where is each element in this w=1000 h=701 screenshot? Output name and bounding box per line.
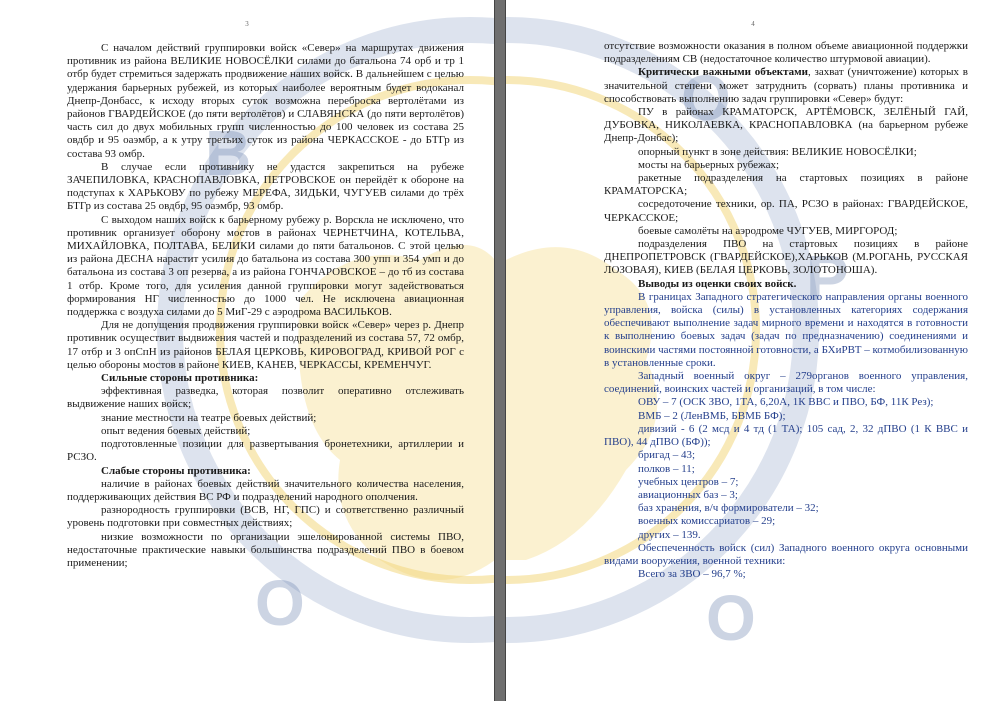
watermark-letter: В bbox=[205, 117, 252, 189]
list-item: подготовленные позиции для развертывания бронетехники, артиллерии и РСЗО. bbox=[67, 438, 464, 464]
section-heading-strengths: Сильные стороны противника: bbox=[101, 372, 259, 385]
list-item: разнородность группировки (ВСВ, НГ, ГПС) и соответственно различный уровень подготовки при совместных действиях; bbox=[67, 504, 464, 530]
list-item: ракетные подразделения на стартовых позициях в районе КРАМАТОРСКА; bbox=[604, 172, 968, 198]
section-heading-weaknesses: Слабые стороны противника: bbox=[101, 464, 251, 477]
page-number: 3 bbox=[245, 20, 249, 28]
list-item: опорный пункт в зоне действия: ВЕЛИКИЕ НОВОСЁЛКИ; bbox=[638, 145, 917, 158]
list-item-blue: других – 139. bbox=[638, 528, 701, 541]
paragraph-blue: В границах Западного стратегического направления органы военного управления, войска (силы) в установленных категориях содержания обеспечивают выполнение задач мирного времени и находятся в готовности к выполнению боевых задач (задач по предназначению) соединениями и воинскими частями постоянной готовности, а БХиРВТ – котмобилизованную в установленные сроки. bbox=[604, 290, 968, 369]
list-item-blue: авиационных баз – 3; bbox=[638, 488, 738, 501]
critical-objects-intro bbox=[604, 66, 968, 106]
list-item: эффективная разведка, которая позволит оперативно отслеживать выдвижение наших войск; bbox=[67, 385, 464, 411]
document-page-right bbox=[505, 0, 1000, 701]
list-item: мосты на барьерных рубежах; bbox=[638, 158, 780, 171]
list-item-blue: дивизий - 6 (2 мсд и 4 тд (1 ТА); 105 сад, 2, 32 дПВО (1 К ВВС и ПВО), 44 дПВО (БФ)); bbox=[604, 422, 968, 449]
watermark-letter: Р bbox=[806, 242, 849, 314]
list-item-blue: учебных центров – 7; bbox=[638, 475, 739, 488]
paragraph: В случае если противнику не удастся закрепиться на рубеже ЗАЧЕПИЛОВКА, КРАСНОПАВЛОВКА, ПЕТРОВСКОЕ он перейдёт к обороне на подступах к ХАРЬКОВУ по рубежу МЕРЕФА, ЗИДЬКИ, ЧУГУЕВ силами до трёх БТГр из состава 25 овдбр, 95 оаэмбр, 93 омбр. bbox=[67, 160, 464, 213]
list-item-blue: ОВУ – 7 (ОСК ЗВО, 1ТА, 6,20А, 1К ВВС и ПВО, БФ, 11К Рез); bbox=[638, 396, 934, 409]
document-page-left bbox=[0, 0, 495, 701]
list-item: подразделения ПВО на стартовых позициях в районе ДНЕПРОПЕТРОВСК (ГВАРДЕЙСКОЕ),ХАРЬКОВ (М.РОГАНЬ, РУССКАЯ ЛОЗОВАЯ), КИЕВ (БЕЛАЯ ЦЕРКОВЬ, ЗОЛОТОНОША). bbox=[604, 238, 968, 277]
critical-objects-text: , захват (уничтожение) которых в значительной степени может затруднить (сорвать) планы противника и способствовать выполнению задач группировки «Север» будут: bbox=[604, 66, 968, 105]
section-heading-conclusions: Выводы из оценки своих войск. bbox=[638, 277, 797, 290]
page-text-right bbox=[604, 40, 968, 581]
list-item-blue: ВМБ – 2 (ЛенВМБ, БВМБ БФ); bbox=[638, 409, 786, 422]
page-number: 4 bbox=[751, 20, 755, 28]
watermark-letter: О bbox=[706, 582, 756, 654]
paragraph-blue: Обеспеченность войск (сил) Западного военного округа основными видами вооружения, военной техники: bbox=[604, 541, 968, 567]
paragraph: С началом действий группировки войск «Север» на маршрутах движения противник из района ВЕЛИКИЕ НОВОСЁЛКИ силами до батальона 74 орб и тр 1 отбр будет стремиться задержать продвижение наших войск. В дальнейшем с целью удержания барьерных рубежей, из которых наиболее вероятным будет водоканал Днепр-Донбасс, к исходу вторых суток возможна переброска вертолётами из районов ГВАРДЕЙСКОЕ (до пяти вертолётов) и СЛАВЯНСКА (до пяти вертолётов) часть сил до двух мобильных групп численностью до 100 человек из состава 25 овдбр и 95 оаэмбр, а к утру третьих суток из района ЧЕРКАССКОЕ - до БТГр из состава 93 омбр. bbox=[67, 42, 464, 160]
list-item: боевые самолёты на аэродроме ЧУГУЕВ, МИРГОРОД; bbox=[638, 224, 898, 237]
watermark-letter: О bbox=[255, 567, 305, 639]
critical-objects-label: Критически важными объектами bbox=[638, 66, 808, 79]
list-item-blue: полков – 11; bbox=[638, 462, 695, 475]
list-item: наличие в районах боевых действий значительного количества населения, поддерживающих действия ВС РФ и подразделений народного ополчения. bbox=[67, 477, 464, 503]
paragraph-blue: Западный военный округ – 279органов военного управления, соединений, воинских частей и организаций, в том числе: bbox=[604, 370, 968, 396]
list-item-blue: военных комиссариатов – 29; bbox=[638, 515, 776, 528]
list-item-blue: бригад – 43; bbox=[638, 449, 696, 462]
list-item: знание местности на театре боевых действий; bbox=[101, 411, 317, 424]
paragraph-continuation: отсутствие возможности оказания в полном объеме авиационной поддержки подразделениям СВ (недостаточное количество штурмовой авиации). bbox=[604, 40, 968, 66]
list-item: сосредоточение техники, ор. ПА, РСЗО в районах: ГВАРДЕЙСКОЕ, ЧЕРКАССКОЕ; bbox=[604, 198, 968, 224]
paragraph: Для не допущения продвижения группировки войск «Север» через р. Днепр противник осуществит выдвижения частей и подразделений из состава 57, 72 омбр, 17 отбр и 3 опСпН из районов БЕЛАЯ ЦЕРКОВЬ, КИРОВОГРАД, КРИВОЙ РОГ с целью обороны мостов в районе КИЕВ, КАНЕВ, ЧЕРКАССЫ, КРЕМЕНЧУГ. bbox=[67, 319, 464, 371]
page-text-left bbox=[67, 42, 464, 570]
watermark-letter: О bbox=[681, 62, 731, 134]
list-item: ПУ в районах КРАМАТОРСК, АРТЁМОВСК, ЗЕЛЁНЫЙ ГАЙ, ДУБОВКА, НИКОЛАЕВКА, КРАСНОПАВЛОВКА (на барьерном рубеже Днепр-Донбас); bbox=[604, 106, 968, 145]
list-item: низкие возможности по организации эшелонированной системы ПВО, недостаточные практические навыки большинства подразделений ПВО в боевом применении; bbox=[67, 530, 464, 569]
list-item: опыт ведения боевых действий; bbox=[101, 424, 251, 437]
paragraph: С выходом наших войск к барьерному рубежу р. Ворскла не исключено, что противник организует оборону мостов в районах ЧЕРНЕТЧИНА, КОТЕЛЬВА, МИХАЙЛОВКА, ПОЛТАВА, БЕЛИКИ силами до пяти батальонов. С этой целью из района ДЕСНА нарастит усилия до батальона из состава 300 упп и 354 умп и до батальона из состава 3 оп резерва, а из района ГОНЧАРОВСКОЕ – до тб из состава 1 отбр. Кроме того, для усиления данной группировки могут задействоваться формирования НГ численностью до 1000 чел. Не исключена авиационная поддержка с воздуха силами до 5 МиГ-29 с аэродрома ВАСИЛЬКОВ. bbox=[67, 213, 464, 319]
list-item-blue: баз хранения, в/ч формирователи – 32; bbox=[638, 502, 819, 515]
list-item-blue: Всего за ЗВО – 96,7 %; bbox=[638, 568, 746, 581]
